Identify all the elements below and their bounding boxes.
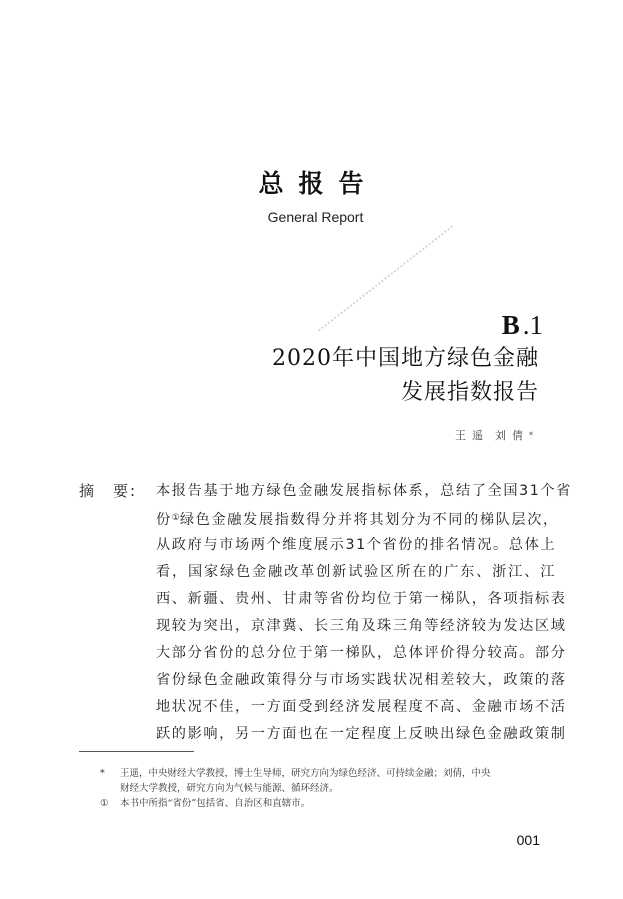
authors [455, 428, 533, 444]
report-title-line-1: 2020年中国地方绿色金融 [272, 346, 539, 371]
footnote-marker: ① [100, 798, 109, 809]
abstract-body [156, 478, 572, 748]
abstract-line: 省份绿色金融政策得分与市场实践状况相差较大，政策的落 [156, 672, 567, 688]
footnote-ref-mark[interactable]: ① [171, 513, 180, 523]
chapter-code-letter: B [501, 310, 520, 340]
section-subtitle: General Report [267, 209, 364, 225]
abstract-line: 现较为突出，京津冀、长三角及珠三角等经济较为发达区域 [156, 618, 567, 634]
abstract-label: 摘 要: [79, 482, 138, 500]
watermark-stamp [318, 225, 453, 331]
chapter-code-number: .1 [522, 310, 543, 340]
abstract-line: 本报告基于地方绿色金融发展指标体系，总结了全国31个省 [156, 483, 572, 499]
footnote-divider [79, 751, 194, 752]
abstract-line: 看，国家绿色金融改革创新试验区所在的广东、浙江、江 [156, 564, 556, 580]
footnote-author [98, 766, 560, 796]
report-title [272, 342, 539, 410]
page-number: 001 [516, 832, 540, 848]
footnote-text: 王遥，中央财经大学教授，博士生导师，研究方向为绿色经济、可持续金融；刘倩，中央 [120, 768, 491, 779]
footnotes [98, 766, 560, 811]
author-footnote-mark: * [529, 431, 533, 440]
footnote-text: 本书中所指“省份”包括省、自治区和直辖市。 [120, 798, 311, 809]
chapter-code [502, 308, 543, 342]
footnote-marker: * [100, 768, 105, 779]
abstract-line: 从政府与市场两个维度展示31个省份的排名情况。总体上 [156, 537, 557, 553]
abstract-line: 份①绿色金融发展指数得分并将其划分为不同的梯队层次， [156, 512, 559, 528]
abstract-line: 大部分省份的总分位于第一梯队，总体评价得分较高。部分 [156, 645, 567, 661]
abstract-line: 地状况不佳，一方面受到经济发展程度不高、金融市场不活 [156, 699, 567, 715]
author-name: 刘倩 [495, 429, 529, 442]
footnote-text: 财经大学教授，研究方向为气候与能源、循环经济。 [120, 783, 339, 794]
abstract-line: 西、新疆、贵州、甘肃等省份均位于第一梯队，各项指标表 [156, 591, 567, 607]
abstract-line: 跃的影响，另一方面也在一定程度上反映出绿色金融政策制 [156, 726, 567, 742]
report-title-line-2: 发展指数报告 [400, 380, 539, 405]
section-title: 总报告 [258, 169, 379, 198]
author-name: 王遥 [455, 429, 489, 442]
footnote-province [98, 796, 560, 811]
